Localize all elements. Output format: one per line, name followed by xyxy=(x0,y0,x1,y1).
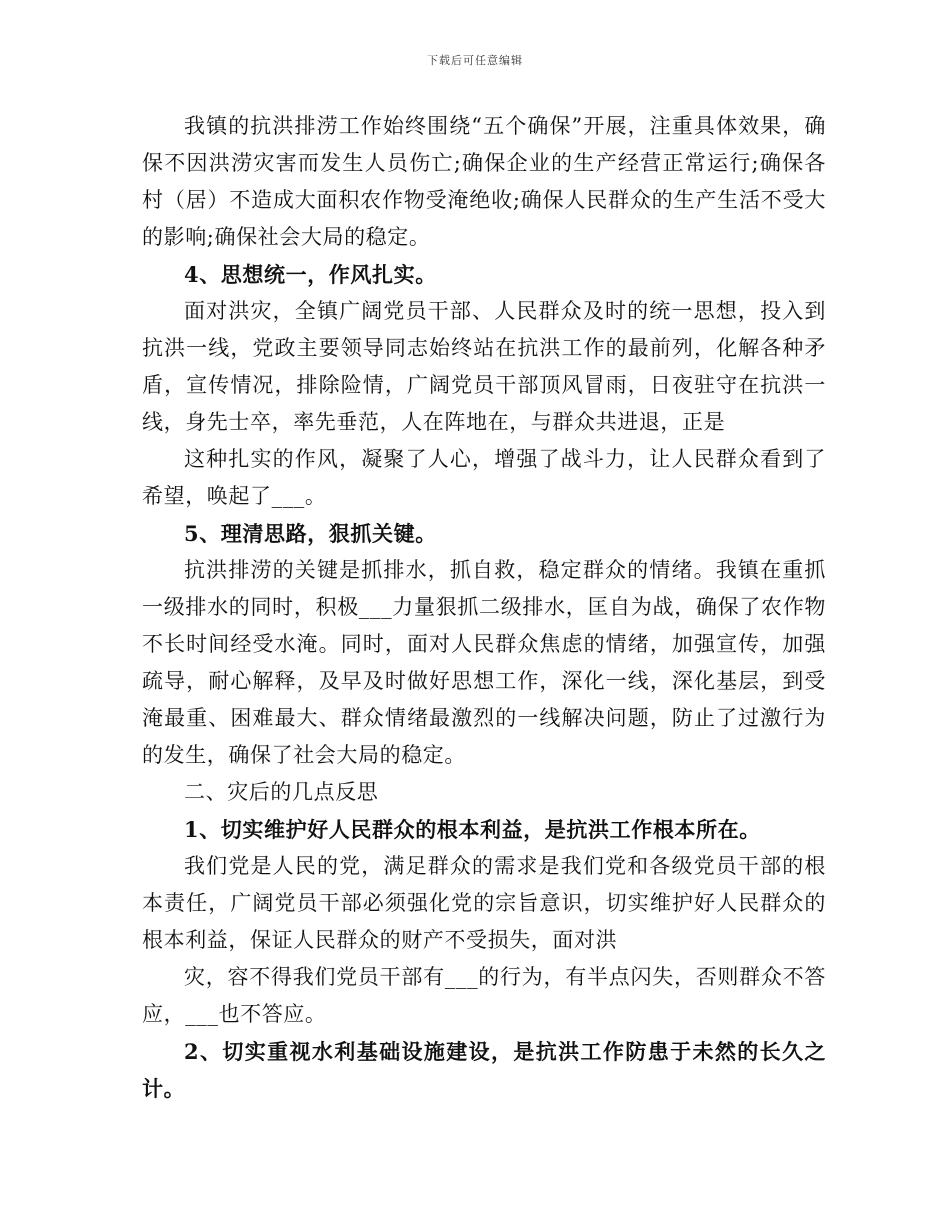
section-heading-reflection-1: 1、切实维护好人民群众的根本利益，是抗洪工作根本所在。 xyxy=(184,817,761,842)
paragraph-no-mistakes: 灾，容不得我们党员干部有___的行为，有半点闪失，否则群众不答应，___也不答应。 xyxy=(142,965,826,1026)
section-heading-4: 4、思想统一，作风扎实。 xyxy=(184,262,437,287)
section-heading-reflections: 二、灾后的几点反思 xyxy=(184,780,379,804)
document-body xyxy=(142,108,826,1107)
page-header: 下载后可任意编辑 xyxy=(427,54,523,67)
paragraph-drainage-key: 抗洪排涝的关键是抓排水，抓自救，稳定群众的情绪。我镇在重抓一级排水的同时，积极___力量狠抓二级排水，匡自为战，确保了农作物不长时间经受水淹。同时，面对人民群众焦虑的情绪，加强宣传，加强疏导，耐心解释，及早及时做好思想工作，深化一线，深化基层，到受淹最重、困难最大、群众情绪最激烈的一线解决问题，防止了过激行为的发生，确保了社会大局的稳定。 xyxy=(142,558,826,767)
section-heading-reflection-2: 2、切实重视水利基础设施建设，是抗洪工作防患于未然的长久之计。 xyxy=(142,1039,826,1101)
paragraph-party-duty: 我们党是人民的党，满足群众的需求是我们党和各级党员干部的根本责任，广阔党员干部必须强化党的宗旨意识，切实维护好人民群众的根本利益，保证人民群众的财产不受损失，面对洪 xyxy=(142,854,826,952)
paragraph-flood-frontline: 面对洪灾，全镇广阔党员干部、人民群众及时的统一思想，投入到抗洪一线，党政主要领导同志始终站在抗洪工作的最前列，化解各种矛盾，宣传情况，排除险情，广阔党员干部顶风冒雨，日夜驻守在抗洪一线，身先士卒，率先垂范，人在阵地在，与群众共进退，正是 xyxy=(142,299,826,434)
paragraph-five-ensures: 我镇的抗洪排涝工作始终围绕“五个确保”开展，注重具体效果，确保不因洪涝灾害而发生人员伤亡;确保企业的生产经营正常运行;确保各村（居）不造成大面积农作物受淹绝收;确保人民群众的生产生活不受大的影响;确保社会大局的稳定。 xyxy=(142,114,826,249)
paragraph-solid-style: 这种扎实的作风，凝聚了人心，增强了战斗力，让人民群众看到了希望，唤起了___。 xyxy=(142,447,826,508)
section-heading-5: 5、理清思路，狠抓关键。 xyxy=(184,521,437,546)
